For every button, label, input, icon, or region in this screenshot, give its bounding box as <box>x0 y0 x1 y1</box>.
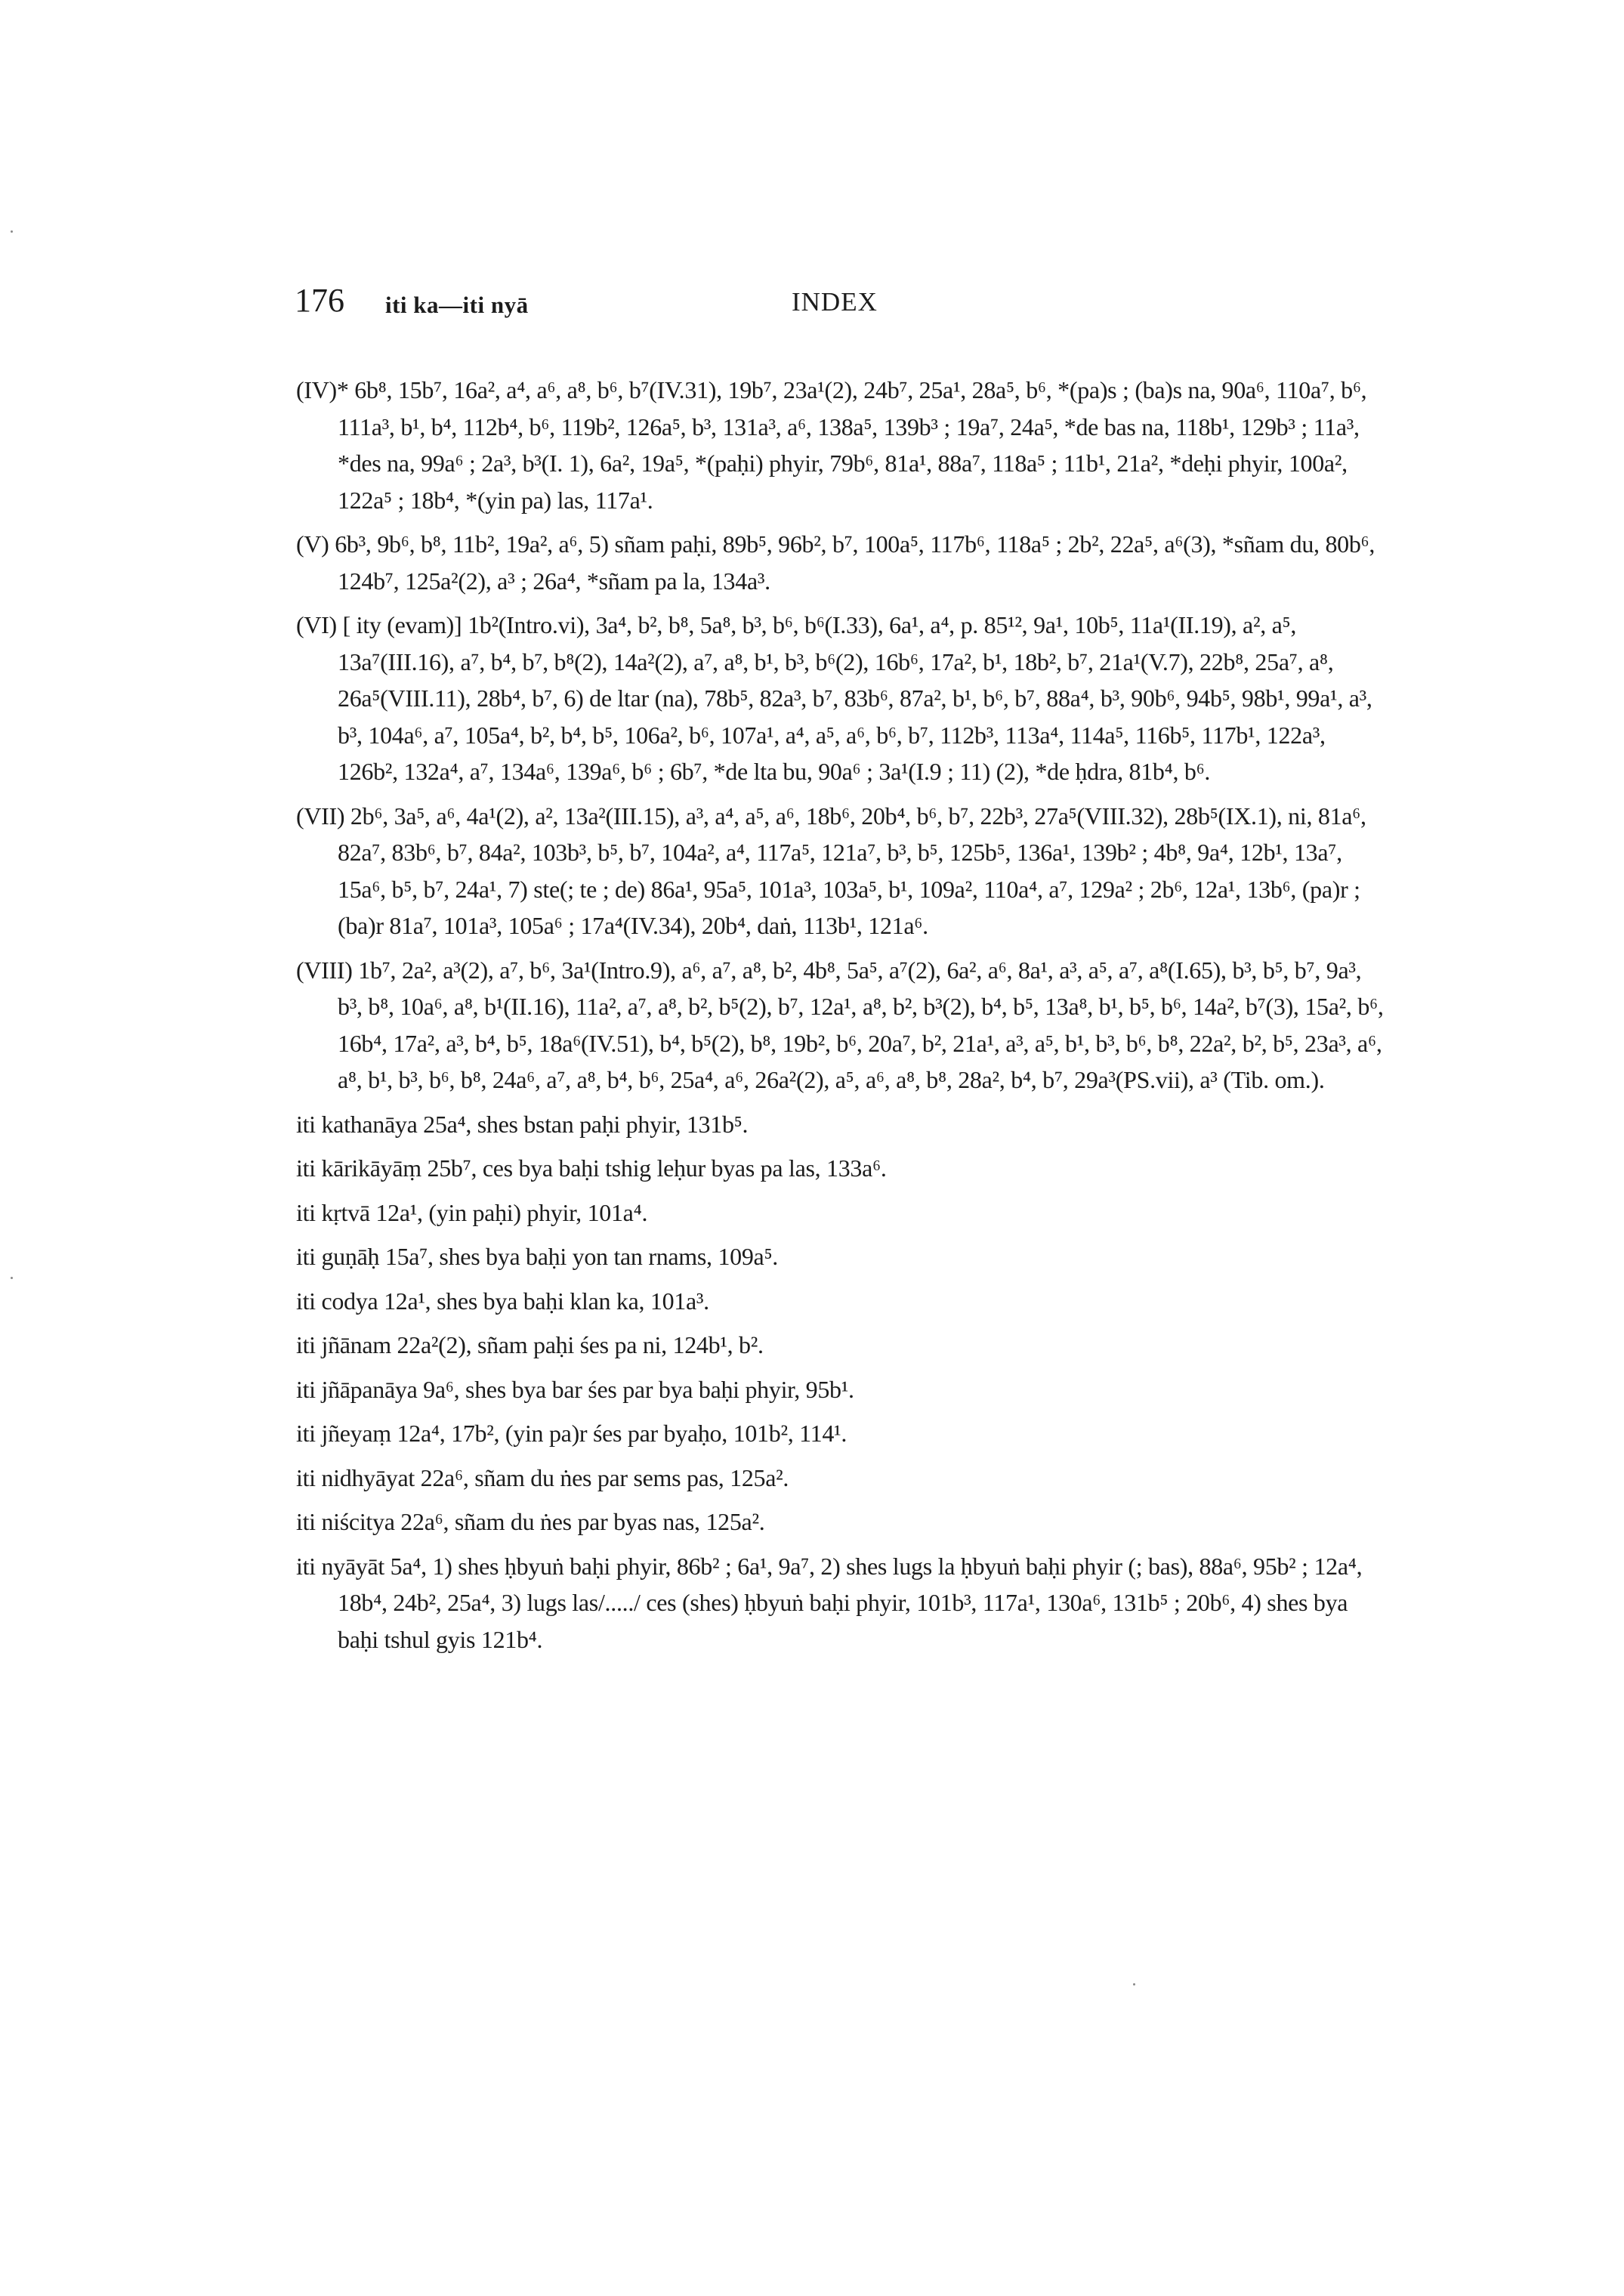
page-title: INDEX <box>792 287 878 317</box>
index-entry-iti-krtva: iti kṛtvā 12a¹, (yin paḥi) phyir, 101a⁴. <box>296 1198 648 1226</box>
index-entry-iti-karikayam: iti kārikāyāṃ 25b⁷, ces bya baḥi tshig leḥur byas pa las, 133a⁶. <box>296 1154 887 1182</box>
page-header <box>295 281 1428 334</box>
index-subentry-vii: (VII) 2b⁶, 3a⁵, a⁶, 4a¹(2), a², 13a²(III.15), a³, a⁴, a⁵, a⁶, 18b⁶, 20b⁴, b⁶, b⁷, 22b³, 27a⁵(VIII.32), 28b⁵(IX.1), ni, 81a⁶, 82a⁷, 83b⁶, b⁷, 84a², 103b³, b⁵, b⁷, 104a², a⁴, 117a⁵, 121a⁷, b³, b⁵, 125b⁵, 136a¹, 139b² ; 4b⁸, 9a⁴, 12b¹, 13a⁷, 15a⁶, b⁵, b⁷, 24a¹, 7) ste(; te ; de) 86a¹, 95a⁵, 101a³, 103a⁵, b¹, 109a², 110a⁴, a⁷, 129a² ; 2b⁶, 12a¹, 13b⁶, (pa)r ; (ba)r 81a⁷, 101a³, 105a⁶ ; 17a⁴(IV.34), 20b⁴, daṅ, 113b¹, 121a⁶. <box>296 802 1366 939</box>
index-body <box>296 372 1384 1658</box>
index-subentry-vi: (VI) [ ity (evam)] 1b²(Intro.vi), 3a⁴, b², b⁸, 5a⁸, b³, b⁶, b⁶(I.33), 6a¹, a⁴, p. 85¹², 9a¹, 10b⁵, 11a¹(II.19), a², a⁵, 13a⁷(III.16), a⁷, b⁴, b⁷, b⁸(2), 14a²(2), a⁷, a⁸, b¹, b³, b⁶(2), 16b⁶, 17a², b¹, 18b², b⁷, 21a¹(V.7), 22b⁸, 25a⁷, a⁸, 26a⁵(VIII.11), 28b⁴, b⁷, 6) de ltar (na), 78b⁵, 82a³, b⁷, 83b⁶, 87a², b¹, b⁶, b⁷, 88a⁴, b³, 90b⁶, 94b⁵, 98b¹, 99a¹, a³, b³, 104a⁶, a⁷, 105a⁴, b², b⁴, b⁵, 106a², b⁶, 107a¹, a⁴, a⁵, a⁶, b⁶, b⁷, 112b³, 113a⁴, 114a⁵, 116b⁵, 117b¹, 122a³, 126b², 132a⁴, a⁷, 134a⁶, 139a⁶, b⁶ ; 6b⁷, *de lta bu, 90a⁶ ; 3a¹(I.9 ; 11) (2), *de ḥdra, 81b⁴, b⁶. <box>296 611 1372 785</box>
index-subentry-v: (V) 6b³, 9b⁶, b⁸, 11b², 19a², a⁶, 5) sñam paḥi, 89b⁵, 96b², b⁷, 100a⁵, 117b⁶, 118a⁵ ; 2b², 22a⁵, a⁶(3), *sñam du, 80b⁶, 124b⁷, 125a²(2), a³ ; 26a⁴, *sñam pa la, 134a³. <box>296 530 1375 595</box>
index-entry-iti-nyayat: iti nyāyāt 5a⁴, 1) shes ḥbyuṅ baḥi phyir, 86b² ; 6a¹, 9a⁷, 2) shes lugs la ḥbyuṅ baḥi phyir (; bas), 88a⁶, 95b² ; 12a⁴, 18b⁴, 24b², 25a⁴, 3) lugs las/...../ ces (shes) ḥbyuṅ baḥi phyir, 101b³, 117a¹, 130a⁶, 131b⁵ ; 20b⁶, 4) shes bya baḥi tshul gyis 121b⁴. <box>296 1552 1363 1653</box>
index-entry-iti-jneyam: iti jñeyaṃ 12a⁴, 17b², (yin pa)r śes par byaḥo, 101b², 114¹. <box>296 1420 848 1447</box>
entry-range: iti ka—iti nyā <box>385 292 529 318</box>
index-entry-iti-niscitya: iti niścitya 22a⁶, sñam du ṅes par byas nas, 125a². <box>296 1508 765 1535</box>
index-subentry-iv: (IV)* 6b⁸, 15b⁷, 16a², a⁴, a⁶, a⁸, b⁶, b⁷(IV.31), 19b⁷, 23a¹(2), 24b⁷, 25a¹, 28a⁵, b⁶, *(pa)s ; (ba)s na, 90a⁶, 110a⁷, b⁶, 111a³, b¹, b⁴, 112b⁴, b⁶, 119b², 126a⁵, b³, 131a³, a⁶, 138a⁵, 139b³ ; 19a⁷, 24a⁵, *de bas na, 118b¹, 129b³ ; 11a³, *des na, 99a⁶ ; 2a³, b³(I. 1), 6a², 19a⁵, *(paḥi) phyir, 79b⁶, 81a¹, 88a⁷, 118a⁵ ; 11b¹, 21a², *deḥi phyir, 100a², 122a⁵ ; 18b⁴, *(yin pa) las, 117a¹. <box>296 376 1367 514</box>
index-subentry-viii: (VIII) 1b⁷, 2a², a³(2), a⁷, b⁶, 3a¹(Intro.9), a⁶, a⁷, a⁸, b², 4b⁸, 5a⁵, a⁷(2), 6a², a⁶, 8a¹, a³, a⁵, a⁷, a⁸(I.65), b³, b⁵, b⁷, 9a³, b³, b⁸, 10a⁶, a⁸, b¹(II.16), 11a², a⁷, a⁸, b², b⁵(2), b⁷, 12a¹, a⁸, b², b³(2), b⁴, b⁵, 13a⁸, b¹, b⁵, b⁶, 14a², b⁷(3), 15a², b⁶, 16b⁴, 17a², a³, b⁴, b⁵, 18a⁶(IV.51), b⁴, b⁵(2), b⁸, 19b², b⁶, 20a⁷, b², 21a¹, a³, a⁵, b¹, b³, b⁶, b⁸, 22a², b², b⁵, 23a³, a⁶, a⁸, b¹, b³, b⁶, b⁸, 24a⁶, a⁷, a⁸, b⁴, b⁶, 25a⁴, a⁶, 26a²(2), a⁵, a⁶, a⁸, b⁸, 28a², b⁴, b⁷, 29a³(PS.vii), a³ (Tib. om.). <box>296 956 1384 1093</box>
scan-speck <box>11 230 13 233</box>
scan-speck <box>11 1277 13 1279</box>
index-entry-iti-kathanaya: iti kathanāya 25a⁴, shes bstan paḥi phyir, 131b⁵. <box>296 1110 749 1138</box>
scan-speck <box>1133 1983 1135 1985</box>
page-number: 176 <box>295 282 344 319</box>
index-entry-iti-codya: iti codya 12a¹, shes bya baḥi klan ka, 101a³. <box>296 1287 709 1315</box>
index-entry-iti-nidhyayat: iti nidhyāyat 22a⁶, sñam du ṅes par sems pas, 125a². <box>296 1463 789 1491</box>
index-entry-iti-jnapanaya: iti jñāpanāya 9a⁶, shes bya bar śes par bya baḥi phyir, 95b¹. <box>296 1375 854 1403</box>
index-entry-iti-gunah: iti guṇāḥ 15a⁷, shes bya baḥi yon tan rnams, 109a⁵. <box>296 1243 778 1270</box>
index-entry-iti-jnanam: iti jñānam 22a²(2), sñam paḥi śes pa ni, 124b¹, b². <box>296 1331 764 1358</box>
